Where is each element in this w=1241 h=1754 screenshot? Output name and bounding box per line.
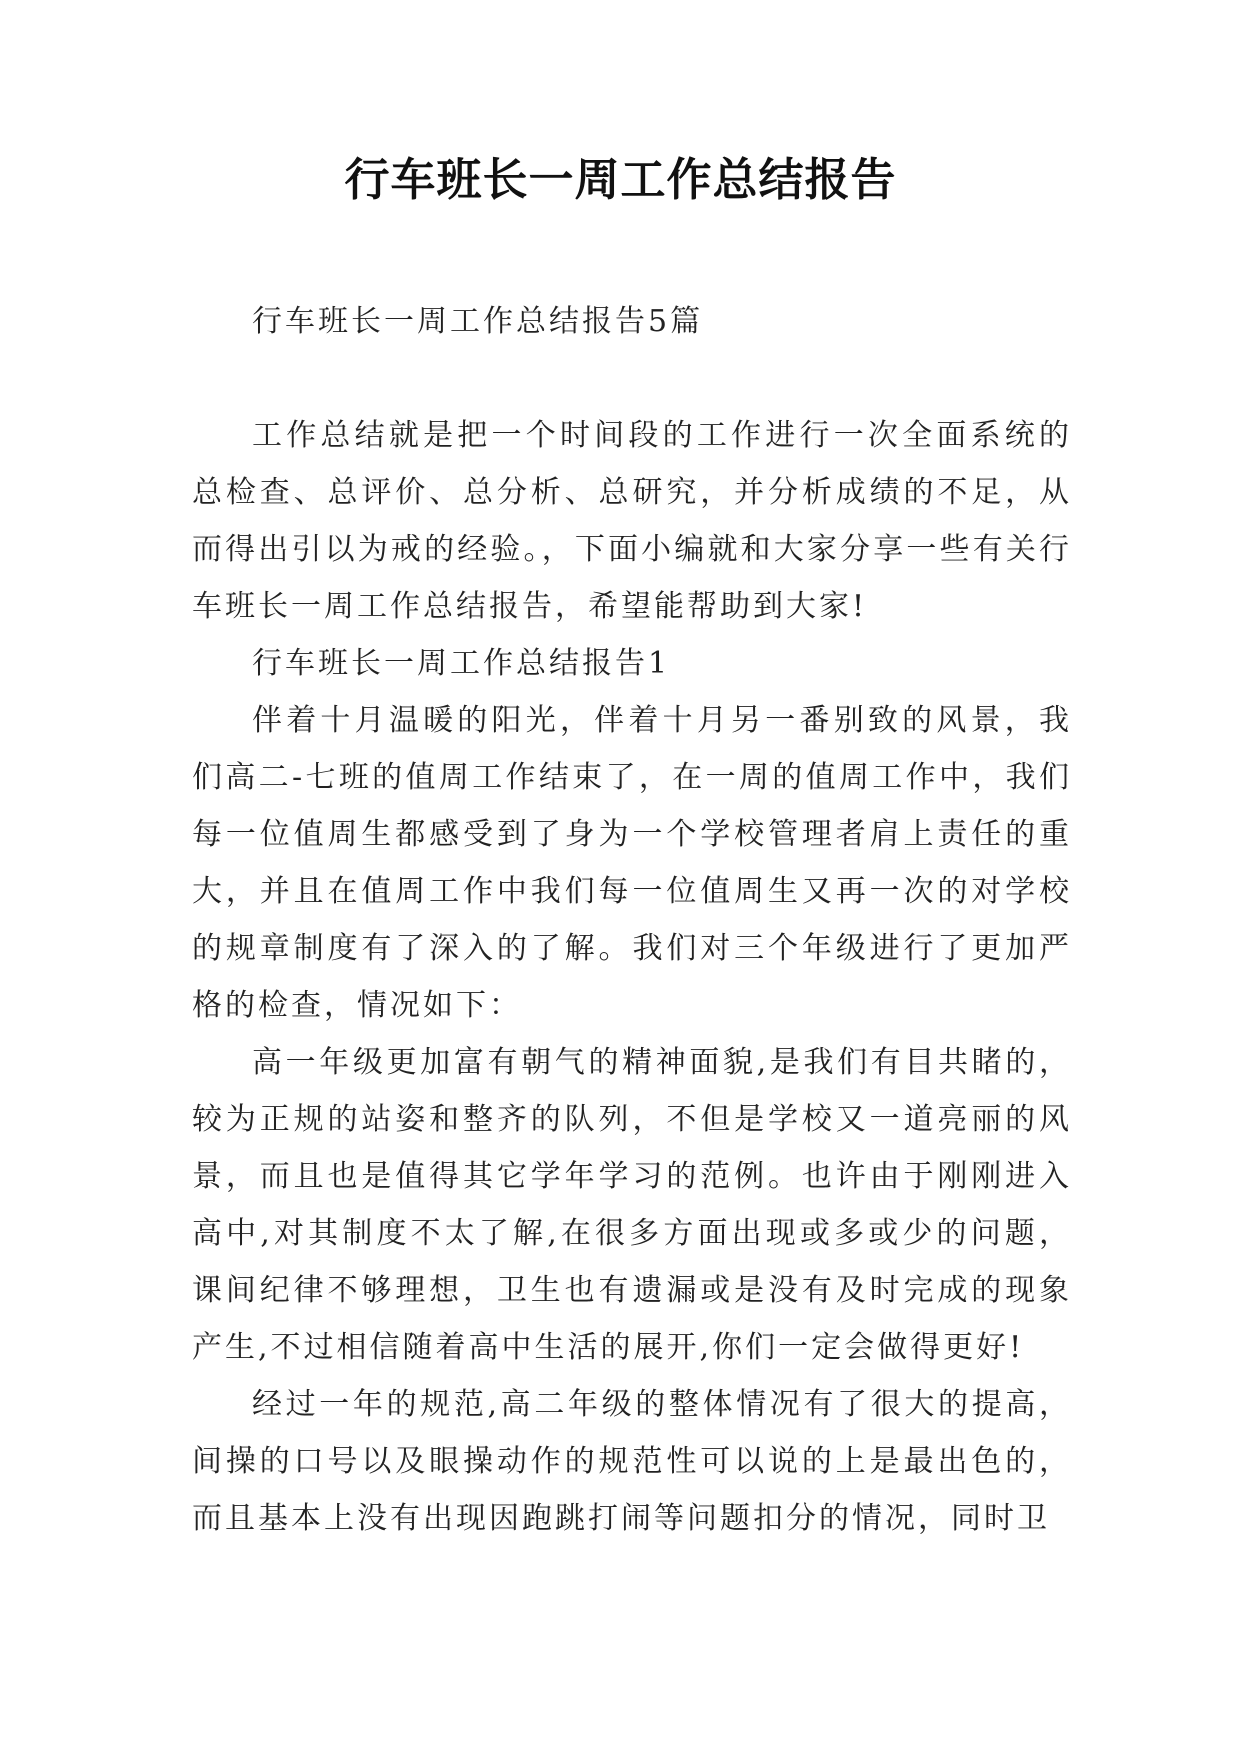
section-heading: 行车班长一周工作总结报告1 <box>252 646 671 681</box>
document-body <box>192 293 1072 1547</box>
body-paragraph: 高一年级更加富有朝气的精神面貌,是我们有目共睹的，较为正规的站姿和整齐的队列，不但是学校又一道亮丽的风景，而且也是值得其它学年学习的范例。也许由于刚刚进入高中,对其制度不太了解,在很多方面出现或多或少的问题，课间纪律不够理想，卫生也有遗漏或是没有及时完成的现象产生,不过相信随着高中生活的展开,你们一定会做得更好! <box>192 1045 1072 1365</box>
body-paragraph: 伴着十月温暖的阳光，伴着十月另一番别致的风景，我们高二-七班的值周工作结束了，在一周的值周工作中，我们每一位值周生都感受到了身为一个学校管理者肩上责任的重大，并且在值周工作中我们每一位值周生又再一次的对学校的规章制度有了深入的了解。我们对三个年级进行了更加严格的检查，情况如下： <box>192 703 1072 1023</box>
body-paragraph: 经过一年的规范,高二年级的整体情况有了很大的提高，间操的口号以及眼操动作的规范性可以说的上是最出色的，而且基本上没有出现因跑跳打闹等问题扣分的情况，同时卫 <box>192 1387 1072 1536</box>
intro-paragraph: 工作总结就是把一个时间段的工作进行一次全面系统的总检查、总评价、总分析、总研究，并分析成绩的不足，从而得出引以为戒的经验。，下面小编就和大家分享一些有关行车班长一周工作总结报告，希望能帮助到大家! <box>192 418 1072 624</box>
document-subtitle: 行车班长一周工作总结报告5篇 <box>252 304 704 339</box>
document-title: 行车班长一周工作总结报告 <box>344 153 897 206</box>
